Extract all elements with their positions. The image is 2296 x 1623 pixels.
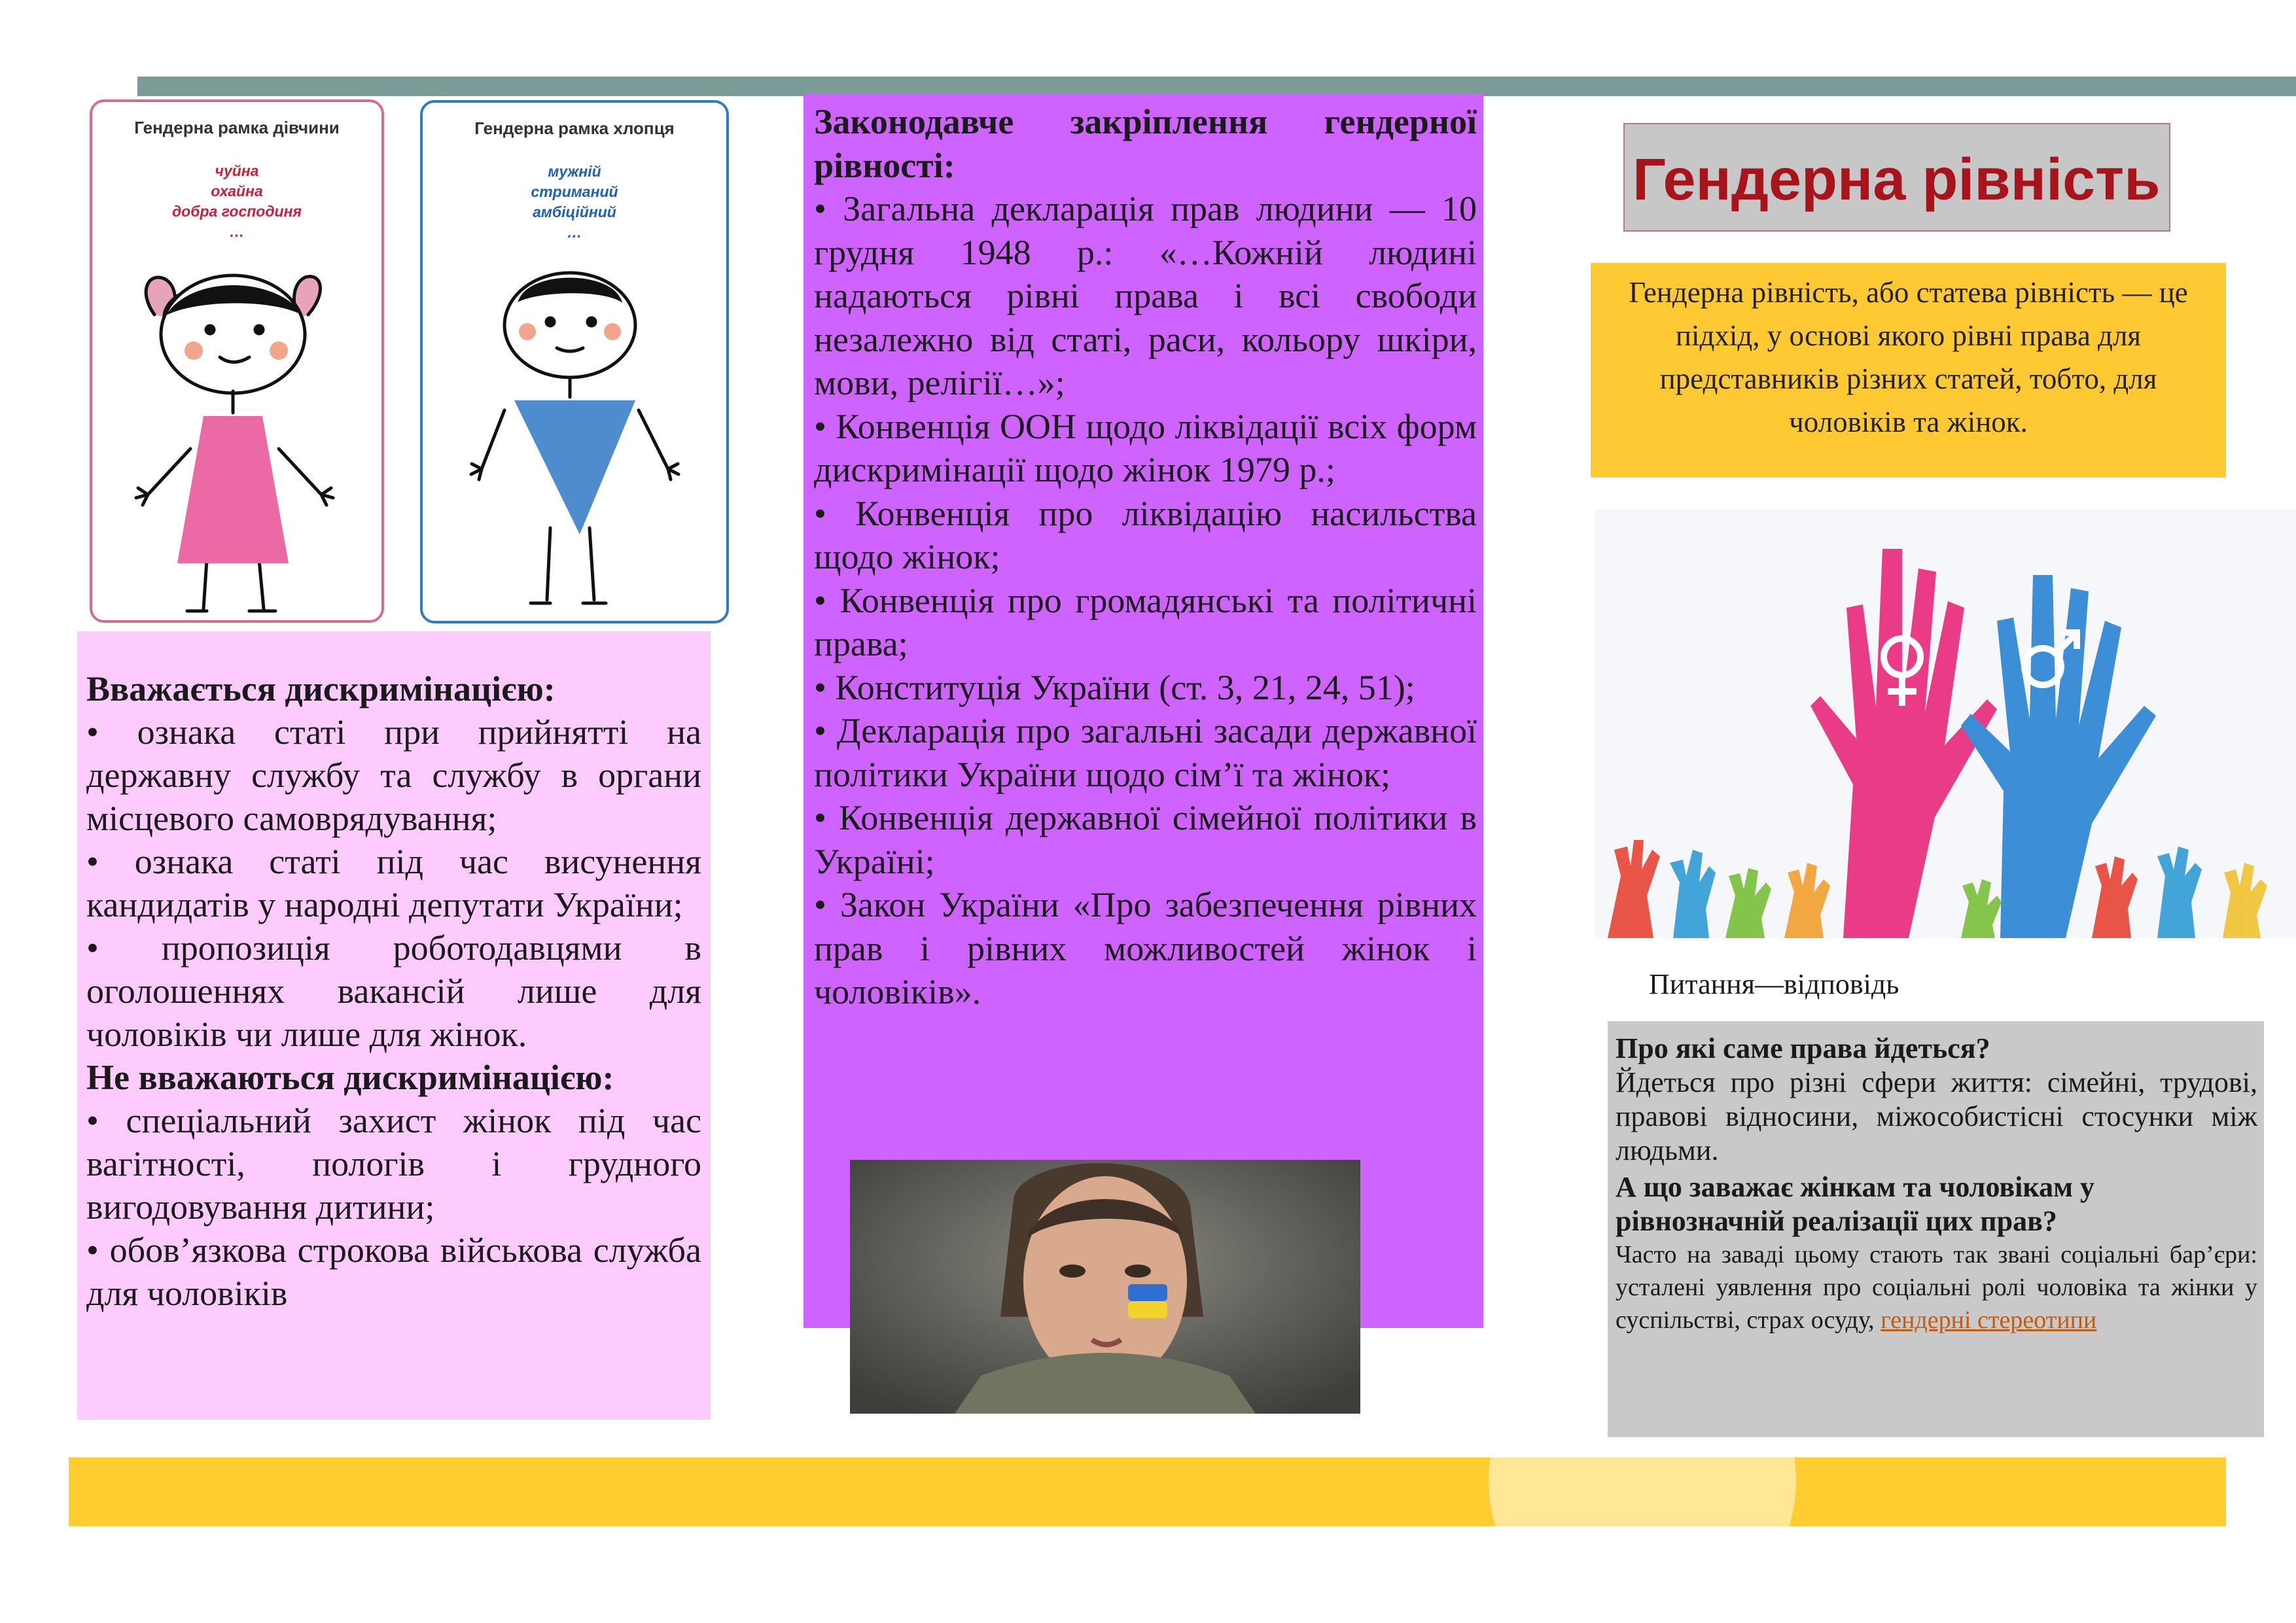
girl-trait: охайна: [211, 183, 263, 200]
legislation-item: • Конвенція про ліквідацію насильства щодо жінок;: [814, 493, 1477, 576]
answer-2: [1616, 1238, 2257, 1336]
boy-trait: …: [567, 224, 582, 241]
legislation-item: • Декларація про загальні засади державної політики України щодо сім’ї та жінок;: [814, 711, 1477, 794]
legislation-item: • Закон України «Про забезпечення рівних прав і рівних можливостей жінок і чоловіків».: [814, 885, 1477, 1011]
boy-figure-illustration: [423, 253, 726, 620]
boy-trait: стриманий: [531, 183, 618, 200]
legislation-heading: Законодавче закріплення гендерної рівності:: [814, 102, 1477, 185]
legislation-item: • Конвенція про громадянські та політичні права;: [814, 580, 1477, 663]
answer-2-text: Часто на заваді цьому стають так звані соціальні бар’єри: усталені уявлення про соціальні ролі чоловіка та жінки у суспільстві, страх осуду,: [1616, 1241, 2257, 1334]
boy-trait: мужній: [548, 163, 601, 180]
definition-text: Гендерна рівність, або статева рівність — це підхід, у основі якого рівні права для представників різних статей, тобто, для чоловіків та жінок.: [1629, 276, 2188, 438]
girl-trait: добра господиня: [171, 203, 302, 220]
discrimination-item: • ознака статі при прийнятті на державну службу та службу в органи місцевого самоврядування;: [86, 712, 701, 838]
boy-card-title: Гендерна рамка хлопця: [474, 118, 675, 138]
qa-box: [1608, 1021, 2264, 1437]
boy-trait: амбіційний: [533, 203, 616, 220]
title-box: [1623, 123, 2170, 232]
decorative-circle: [1489, 1457, 1796, 1526]
legislation-panel: [804, 94, 1483, 1328]
qa-label: Питання—відповідь: [1649, 968, 1899, 1000]
girl-figure-illustration: [92, 253, 381, 619]
definition-box: [1591, 263, 2226, 478]
answer-1: Йдеться про різні сфери життя: сімейні, трудові, правові відносини, міжособистісні стосунки між людьми.: [1616, 1066, 2257, 1166]
legislation-item: • Конституція України (ст. 3, 21, 24, 51);: [814, 667, 1415, 707]
girl-traits: [92, 161, 381, 242]
not-discrimination-item: • обов’язкова строкова військова служба для чоловіків: [86, 1230, 701, 1313]
legislation-item: • Загальна декларація прав людини — 10 грудня 1948 р.: «…Кожній людині надаються рівні права і всі свободи незалежно від статі, раси, кольору шкіри, мови, релігії…»;: [814, 189, 1477, 402]
gender-stereotypes-link[interactable]: гендерні стереотипи: [1881, 1306, 2097, 1334]
woman-portrait-photo: [850, 1160, 1360, 1414]
girl-gender-frame-card: [90, 99, 384, 623]
discrimination-item: • пропозиція роботодавцями в оголошеннях вакансій лише для чоловіків чи лише для жінок.: [86, 928, 701, 1054]
question-1: Про які саме права йдеться?: [1616, 1032, 1990, 1064]
discrimination-item: • ознака статі під час висунення кандидатів у народні депутати України;: [86, 842, 701, 924]
boy-traits: [423, 162, 726, 243]
discrimination-heading: Вважається дискримінацією:: [86, 669, 556, 708]
not-discrimination-item: • спеціальний захист жінок під час вагітності, пологів і грудного вигодовування дитини;: [86, 1101, 701, 1227]
gender-equality-hands-image: [1595, 510, 2296, 938]
girl-trait: чуйна: [215, 162, 259, 179]
boy-gender-frame-card: [420, 100, 729, 623]
discrimination-panel: [77, 631, 711, 1420]
question-2: А що заважає жінкам та чоловікам у рівнозначній реалізації цих прав?: [1616, 1171, 2095, 1237]
girl-trait: …: [229, 223, 245, 240]
page-title: Гендерна рівність: [1633, 147, 2161, 213]
legislation-item: • Конвенція державної сімейної політики в Україні;: [814, 798, 1477, 881]
legislation-item: • Конвенція ООН щодо ліквідації всіх форм дискримінації щодо жінок 1979 р.;: [814, 406, 1477, 489]
girl-card-title: Гендерна рамка дівчини: [134, 118, 340, 137]
not-discrimination-heading: Не вважаються дискримінацією:: [86, 1058, 614, 1097]
bottom-decorative-bar: [69, 1457, 2226, 1526]
